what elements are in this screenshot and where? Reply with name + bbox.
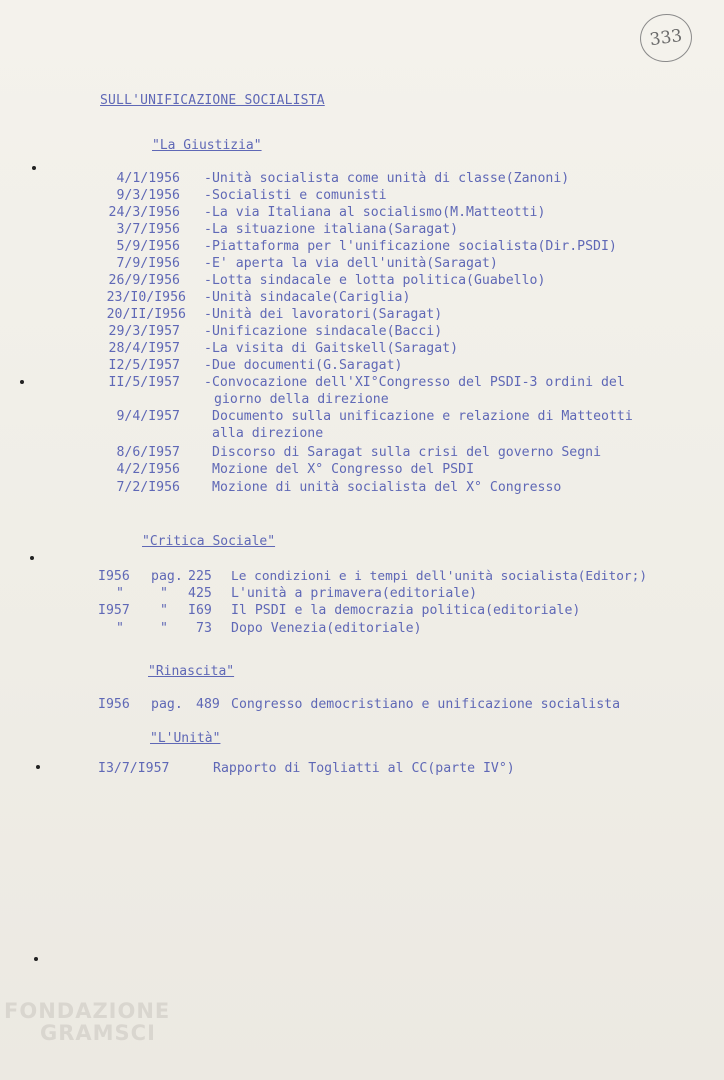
entry-page-number: 425 (188, 586, 212, 601)
margin-mark (30, 556, 34, 560)
entry-year: " (116, 621, 124, 636)
watermark-line-2: GRAMSCI (40, 1021, 156, 1045)
entry-year: " (116, 586, 124, 601)
entry-pag: " (160, 621, 168, 636)
entry-pag: pag. (151, 697, 183, 712)
section-heading-critica-sociale: "Critica Sociale" (142, 534, 276, 549)
entry-text: Rapporto di Togliatti al CC(parte IV°) (213, 761, 515, 776)
entry-date: 26/9/I956 (108, 273, 180, 288)
entry-year: I956 (98, 697, 130, 712)
entry-text: -Due documenti(G.Saragat) (204, 358, 403, 373)
page-title: SULL'UNIFICAZIONE SOCIALISTA (100, 93, 325, 108)
entry-text: -La visita di Gaitskell(Saragat) (204, 341, 459, 356)
entry-text: -Socialisti e comunisti (204, 188, 387, 203)
entry-text: -Unità dei lavoratori(Saragat) (204, 307, 443, 322)
entry-text: -Unità socialista come unità di classe(Zanoni) (204, 171, 570, 186)
entry-text: -Unificazione sindacale(Bacci) (204, 324, 443, 339)
entry-text: Mozione del X° Congresso del PSDI (212, 462, 475, 477)
entry-pag: pag. (151, 569, 183, 584)
watermark-logo (4, 1000, 170, 1044)
entry-text: L'unità a primavera(editoriale) (231, 586, 478, 601)
entry-text: Il PSDI e la democrazia politica(editoriale) (231, 603, 581, 618)
entry-date: 4/1/1956 (116, 171, 180, 186)
entry-date: 8/6/I957 (116, 445, 180, 460)
entry-pag: " (160, 603, 168, 618)
entry-text: -Unità sindacale(Cariglia) (204, 290, 411, 305)
margin-mark (36, 765, 40, 769)
entry-date: 20/II/I956 (106, 307, 186, 322)
section-heading-unita: "L'Unità" (150, 731, 221, 746)
entry-text: Documento sulla unificazione e relazione di Matteotti (212, 409, 633, 424)
page-number-stamp (637, 11, 695, 66)
entry-text: -La situazione italiana(Saragat) (204, 222, 459, 237)
entry-date: 24/3/I956 (108, 205, 180, 220)
entry-text: Mozione di unità socialista del X° Congresso (212, 480, 562, 495)
watermark-line-1: FONDAZIONE (4, 999, 171, 1023)
entry-date: 3/7/I956 (116, 222, 180, 237)
margin-mark (34, 957, 38, 961)
margin-mark (20, 380, 24, 384)
entry-year: I957 (98, 603, 130, 618)
entry-pag: " (160, 586, 168, 601)
entry-text: -Convocazione dell'XI°Congresso del PSDI-3 ordini del (204, 375, 625, 390)
entry-text: -Lotta sindacale e lotta politica(Guabello) (204, 273, 546, 288)
margin-mark (32, 166, 36, 170)
entry-date: 7/9/I956 (116, 256, 180, 271)
entry-date: II/5/I957 (108, 375, 180, 390)
entry-text: Le condizioni e i tempi dell'unità socialista(Editor;) (231, 569, 648, 584)
entry-date: 5/9/I956 (116, 239, 180, 254)
entry-date: 9/3/1956 (116, 188, 180, 203)
entry-text: alla direzione (212, 426, 324, 441)
entry-text: -E' aperta la via dell'unità(Saragat) (204, 256, 498, 271)
entry-text: -La via Italiana al socialismo(M.Matteotti) (204, 205, 546, 220)
entry-text: giorno della direzione (214, 392, 389, 407)
entry-text: Discorso di Saragat sulla crisi del governo Segni (212, 445, 602, 460)
entry-date: 29/3/I957 (108, 324, 180, 339)
section-heading-rinascita: "Rinascita" (148, 664, 235, 679)
entry-page-number: I69 (188, 603, 212, 618)
entry-page-number: 225 (188, 569, 212, 584)
entry-text: Congresso democristiano e unificazione socialista (231, 697, 621, 712)
entry-year: I956 (98, 569, 130, 584)
entry-date: 4/2/I956 (116, 462, 180, 477)
entry-text: -Piattaforma per l'unificazione socialista(Dir.PSDI) (204, 239, 617, 254)
entry-date: I2/5/I957 (108, 358, 180, 373)
entry-date: 7/2/I956 (116, 480, 180, 495)
page-number: 333 (648, 25, 684, 51)
entry-date: 23/I0/I956 (106, 290, 186, 305)
entry-date: I3/7/I957 (98, 761, 170, 776)
entry-page-number: 489 (196, 697, 220, 712)
section-heading-giustizia: "La Giustizia" (152, 138, 262, 153)
entry-date: 28/4/I957 (108, 341, 180, 356)
entry-text: Dopo Venezia(editoriale) (231, 621, 422, 636)
entry-date: 9/4/I957 (116, 409, 180, 424)
entry-page-number: 73 (196, 621, 212, 636)
